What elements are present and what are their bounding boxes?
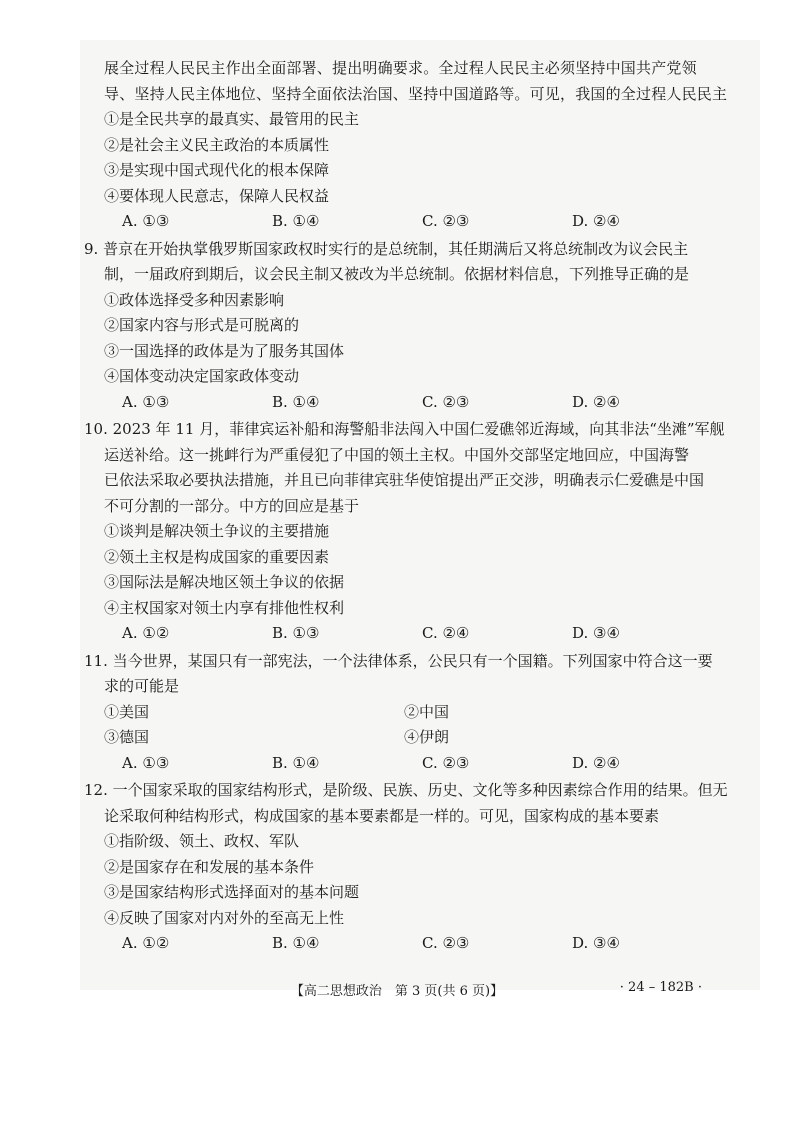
choice-a: A. ①③ — [122, 753, 170, 772]
question-9-stem-line-1: 9. 普京在开始执掌俄罗斯国家政权时实行的是总统制，其任期满后又将总统制改为议会民主 — [84, 239, 689, 258]
question-11-stem-line-2: 求的可能是 — [104, 677, 180, 695]
choice-d: D. ②④ — [572, 753, 620, 772]
question-10-option-3: ③国际法是解决地区领土争议的依据 — [104, 573, 345, 591]
question-11-options-row-1 — [104, 700, 734, 726]
choice-a: A. ①② — [122, 624, 170, 642]
question-12-stem-line-2: 论采取何种结构形式，构成国家的基本要素都是一样的。可见，国家构成的基本要素 — [104, 806, 660, 825]
question-12-option-4: ④反映了国家对内对外的至高无上性 — [104, 908, 345, 927]
exam-code: · 24 – 182B · — [619, 980, 702, 995]
question-9 — [84, 237, 734, 416]
choice-d: D. ③④ — [572, 934, 620, 952]
question-10 — [84, 417, 734, 647]
question-8-option-3: ③是实现中国式现代化的根本保障 — [104, 161, 330, 179]
question-12-option-3: ③是国家结构形式选择面对的基本问题 — [104, 883, 360, 901]
question-10-option-2: ②领土主权是构成国家的重要因素 — [104, 547, 330, 566]
question-9-option-2: ②国家内容与形式是可脱离的 — [104, 316, 300, 334]
question-10-stem-line-4: 不可分割的一部分。中方的回应是基于 — [104, 496, 360, 515]
question-8 — [104, 56, 734, 235]
choice-c: C. ②③ — [422, 392, 470, 411]
choice-a: A. ①② — [122, 934, 170, 952]
question-12-option-2: ②是国家存在和发展的基本条件 — [104, 857, 315, 876]
page-content — [84, 56, 734, 957]
question-9-option-1: ①政体选择受多种因素影响 — [104, 290, 285, 309]
question-9-stem-line-2: 制，一届政府到期后，议会民主制又被改为半总统制。依据材料信息，下列推导正确的是 — [104, 265, 690, 283]
question-11-stem-line-1: 11. 当今世界，某国只有一部宪法，一个法律体系，公民只有一个国籍。下列国家中符合这一要 — [84, 651, 713, 670]
choice-d: D. ②④ — [572, 212, 620, 230]
choice-a: A. ①③ — [122, 212, 170, 230]
choice-a: A. ①③ — [122, 392, 170, 411]
page-footer: 【高二思想政治 第 3 页(共 6 页)】 — [290, 984, 504, 999]
choice-c: C. ②③ — [422, 212, 470, 230]
question-11 — [84, 649, 734, 777]
question-10-stem-line-2: 运送补给。这一挑衅行为严重侵犯了中国的领土主权。中国外交部坚定地回应，中国海警 — [104, 445, 690, 464]
question-9-option-4: ④国体变动决定国家政体变动 — [104, 367, 300, 385]
question-10-stem-line-1: 10. 2023 年 11 月，菲律宾运补船和海警船非法闯入中国仁爱礁邻近海域，向其非法“坐滩”军舰 — [84, 420, 725, 438]
question-10-stem-line-3: 已依法采取必要执法措施，并且已向菲律宾驻华使馆提出严正交涉，明确表示仁爱礁是中国 — [104, 471, 705, 489]
question-8-choices — [122, 209, 734, 235]
question-12-stem-line-1: 12. 一个国家采取的国家结构形式，是阶级、民族、历史、文化等多种因素综合作用的结果。但无 — [84, 781, 728, 799]
question-8-option-1: ①是全民共享的最真实、最管用的民主 — [104, 110, 360, 128]
question-8-option-4: ④要体现人民意志，保障人民权益 — [104, 186, 330, 205]
question-10-option-4: ④主权国家对领土内享有排他性权利 — [104, 598, 345, 617]
question-11-option-2: ②中国 — [404, 702, 450, 721]
choice-d: D. ②④ — [572, 392, 620, 411]
choice-b: B. ①④ — [272, 212, 320, 230]
question-11-option-4: ④伊朗 — [404, 728, 450, 746]
question-12 — [84, 778, 734, 957]
choice-b: B. ①④ — [272, 934, 320, 952]
question-12-choices — [122, 931, 734, 957]
question-9-choices — [122, 390, 734, 416]
question-11-option-1: ①美国 — [104, 702, 150, 721]
choice-c: C. ②③ — [422, 753, 470, 772]
question-10-option-1: ①谈判是解决领土争议的主要措施 — [104, 522, 330, 540]
choice-b: B. ①④ — [272, 392, 320, 411]
choice-c: C. ②③ — [422, 934, 470, 952]
choice-b: B. ①③ — [272, 624, 320, 642]
question-8-line-2: 导、坚持人民主体地位、坚持全面依法治国、坚持中国道路等。可见，我国的全过程人民民主 — [104, 84, 728, 103]
question-10-choices — [122, 621, 734, 647]
choice-b: B. ①④ — [272, 753, 320, 772]
choice-c: C. ②④ — [422, 624, 470, 642]
question-11-choices — [122, 751, 734, 777]
question-11-options-row-2 — [104, 725, 734, 751]
choice-d: D. ③④ — [572, 624, 620, 642]
question-8-line-1: 展全过程人民民主作出全面部署、提出明确要求。全过程人民民主必须坚持中国共产党领 — [104, 59, 697, 77]
question-12-option-1: ①指阶级、领土、政权、军队 — [104, 832, 300, 850]
question-11-option-3: ③德国 — [104, 728, 150, 746]
question-8-option-2: ②是社会主义民主政治的本质属性 — [104, 135, 330, 154]
question-9-option-3: ③一国选择的政体是为了服务其国体 — [104, 341, 345, 360]
